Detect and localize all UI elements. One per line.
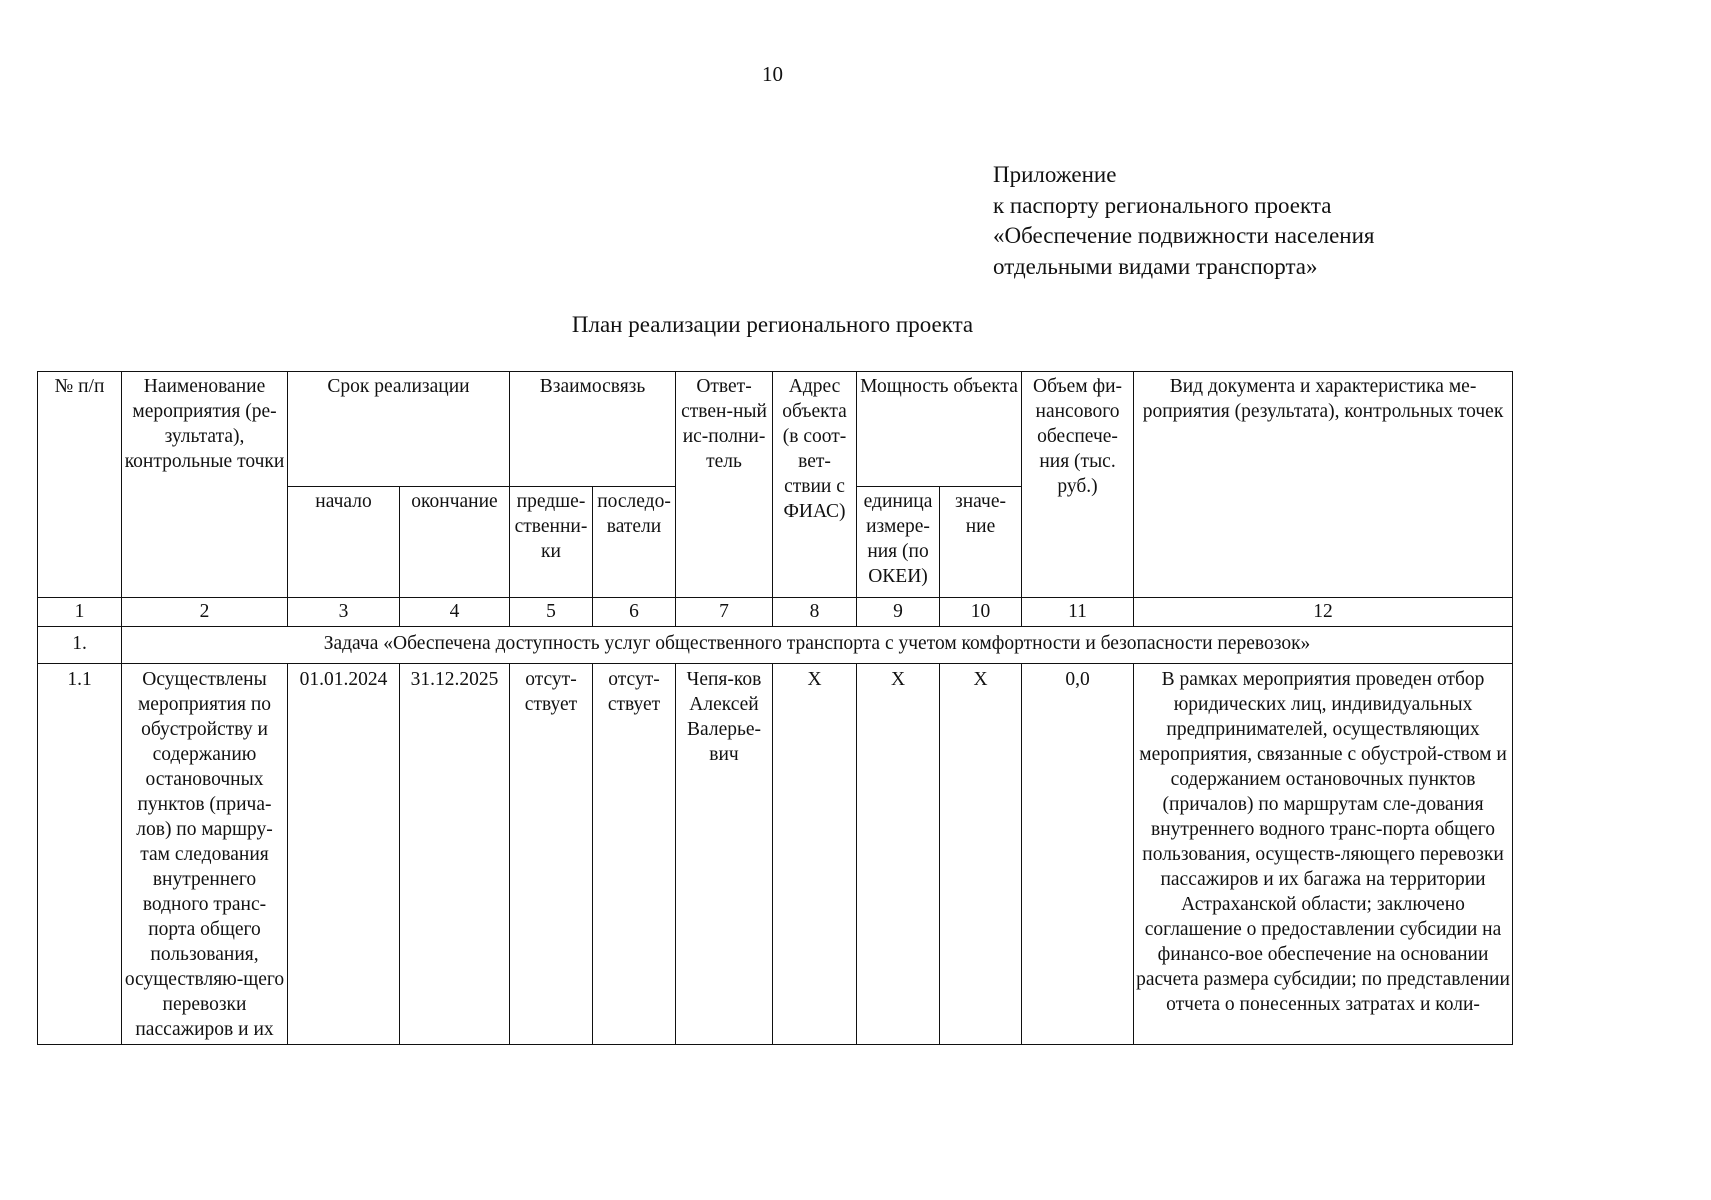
header-responsible: Ответ-ствен-ный ис-полни-тель: [676, 372, 773, 598]
item-value: X: [940, 664, 1022, 1045]
column-number: 12: [1134, 598, 1513, 627]
item-start-date: 01.01.2024: [288, 664, 400, 1045]
column-number: 6: [593, 598, 676, 627]
column-number: 1: [38, 598, 122, 627]
header-start: начало: [288, 487, 400, 598]
appendix-line: «Обеспечение подвижности населения: [993, 223, 1375, 248]
appendix-line: отдельными видами транспорта»: [993, 253, 1318, 279]
column-number: 9: [857, 598, 940, 627]
header-value: значе-ние: [940, 487, 1022, 598]
column-number-row: [38, 598, 1513, 627]
appendix-block: [993, 160, 1375, 282]
column-number: 3: [288, 598, 400, 627]
column-number: 2: [122, 598, 288, 627]
item-name: Осуществлены мероприятия по обустройству и содержанию остановочных пунктов (прича-лов) по маршру-там следования внутреннего водного транс-порта общего пользования, осуществляю-щего перевозки пассажиров и их: [122, 664, 288, 1045]
header-finance: Объем фи-нансового обеспече-ния (тыс. руб.): [1022, 372, 1134, 598]
column-number: 10: [940, 598, 1022, 627]
appendix-line: к паспорту регионального проекта: [993, 192, 1332, 218]
item-predecessors: отсут-ствует: [510, 664, 593, 1045]
task-number: 1.: [38, 627, 122, 664]
column-number: 5: [510, 598, 593, 627]
column-number: 11: [1022, 598, 1134, 627]
plan-title: План реализации регионального проекта: [571, 312, 974, 337]
header-num: № п/п: [38, 372, 122, 598]
column-number: 8: [773, 598, 857, 627]
header-doc: Вид документа и характеристика ме-роприятия (результата), контрольных точек: [1134, 372, 1513, 598]
item-number: 1.1: [38, 664, 122, 1045]
header-capacity: Мощность объекта: [857, 372, 1022, 487]
header-unit: единица измере-ния (по ОКЕИ): [857, 487, 940, 598]
item-document: В рамках мероприятия проведен отбор юридических лиц, индивидуальных предпринимателей, осуществляющих мероприятия, связанные с обустрой-ством и содержанием остановочных пунктов (причалов) по маршрутам сле-дования внутреннего водного транс-порта общего пользования, осуществ-ляющего перевозки пассажиров и их багажа на территории Астраханской области; заключено соглашение о предоставлении субсидии на финансо-вое обеспечение на основании расчета размера субсидии; по представлении отчета о понесенных затратах и коли-: [1134, 664, 1513, 1045]
item-finance: 0,0: [1022, 664, 1134, 1045]
item-end-date: 31.12.2025: [400, 664, 510, 1045]
table-row: [38, 664, 1513, 1045]
page-number: 10: [762, 62, 783, 86]
header-name: Наименование мероприятия (ре-зультата), контрольные точки: [122, 372, 288, 598]
header-term: Срок реализации: [288, 372, 510, 487]
header-end: окончание: [400, 487, 510, 598]
item-address: X: [773, 664, 857, 1045]
appendix-line: Приложение: [993, 162, 1117, 187]
header-relation: Взаимосвязь: [510, 372, 676, 487]
header-predecessors: предше-ственни-ки: [510, 487, 593, 598]
column-number: 7: [676, 598, 773, 627]
item-successors: отсут-ствует: [593, 664, 676, 1045]
task-text: Задача «Обеспечена доступность услуг общественного транспорта с учетом комфортности и безопасности перевозок»: [122, 627, 1513, 664]
header-successors: последо-ватели: [593, 487, 676, 598]
column-number: 4: [400, 598, 510, 627]
header-address: Адрес объекта (в соот-вет-ствии с ФИАС): [773, 372, 857, 598]
task-row: [38, 627, 1513, 664]
item-responsible: Чепя-ков Алексей Валерье-вич: [676, 664, 773, 1045]
item-unit: X: [857, 664, 940, 1045]
plan-table: [37, 371, 1513, 1045]
